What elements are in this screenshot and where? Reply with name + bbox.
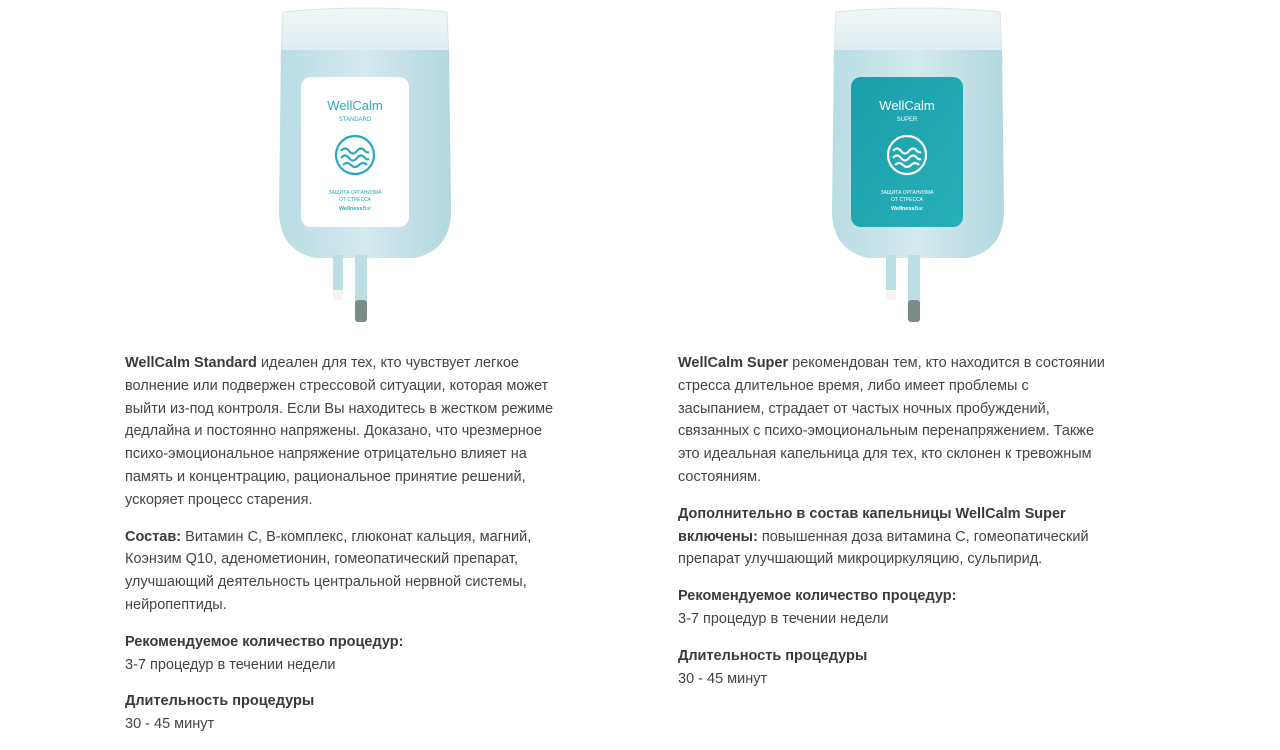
duration-value: 30 - 45 минут: [125, 716, 215, 733]
product-name: WellCalm Standard: [125, 355, 257, 371]
bag-variant-standard: STANDARD: [338, 117, 372, 123]
bag-maker-super: WellnessBar: [890, 206, 924, 212]
duration-block: [678, 645, 1118, 691]
bag-brand-standard: WellCalm: [327, 98, 383, 113]
iv-bag-standard-illustration: [265, 0, 465, 330]
extra-composition-paragraph: [678, 503, 1118, 571]
intro-paragraph: [678, 352, 1118, 489]
composition-label: Состав:: [125, 528, 182, 545]
procedures-label: Рекомендуемое количество процедур:: [678, 588, 957, 605]
procedures-value: 3-7 процедур в течении недели: [125, 656, 336, 673]
product-description-standard: [125, 352, 565, 750]
iv-bag-super-illustration: [818, 0, 1018, 330]
intro-text: рекомендован тем, кто находится в состоянии стресса длительное время, либо имеет проблемы с засыпанием, страдает от частых ночных пробуждений, связанных с психо-эмоциональным перенапряжением. Также это идеальная капельница для тех, кто склонен к тревожным состояниям.: [678, 355, 1105, 485]
duration-block: [125, 690, 565, 736]
bag-variant-super: SUPER: [896, 117, 918, 123]
duration-value: 30 - 45 минут: [678, 670, 768, 687]
intro-paragraph: [125, 352, 565, 512]
bag-brand-super: WellCalm: [879, 98, 935, 113]
bag-tagline-standard: ЗАЩИТА ОРГАНИЗМА: [328, 190, 382, 196]
duration-label: Длительность процедуры: [125, 693, 315, 710]
duration-label: Длительность процедуры: [678, 647, 868, 664]
extra-composition-text: повышенная доза витамина С, гомеопатический препарат улучшающий микроциркуляцию, сульпирид.: [678, 528, 1089, 568]
product-super: [678, 0, 1118, 687]
procedures-block: [678, 585, 1118, 631]
bag-tagline-super: ЗАЩИТА ОРГАНИЗМА: [880, 190, 934, 196]
iv-bag-standard-image: [265, 0, 465, 330]
procedures-label: Рекомендуемое количество процедур:: [125, 633, 404, 650]
iv-bag-super-image: [818, 0, 1018, 330]
bag-tagline-2-super: ОТ СТРЕССА: [891, 197, 923, 203]
procedures-value: 3-7 процедур в течении недели: [678, 610, 889, 627]
product-standard: [125, 0, 565, 733]
composition-text: Витамин С, В-комплекс, глюконат кальция, магний, Коэнзим Q10, аденометионин, гомеопатический препарат, улучшающий деятельность центральной нервной системы, нейропептиды.: [125, 528, 532, 613]
bag-tagline-2-standard: ОТ СТРЕССА: [339, 197, 371, 203]
composition-paragraph: [125, 526, 565, 617]
extra-composition-label: Дополнительно в состав капельницы WellCalm Super включены:: [678, 505, 1066, 545]
procedures-block: [125, 631, 565, 677]
product-description-super: [678, 352, 1118, 704]
bag-maker-standard: WellnessBar: [338, 206, 372, 212]
product-name: WellCalm Super: [678, 355, 789, 371]
intro-text: идеален для тех, кто чувствует легкое волнение или подвержен стрессовой ситуации, которая может выйти из-под контроля. Если Вы находитесь в жестком режиме дедлайна и постоянно напряжены. Доказано, что чрезмерное психо-эмоциональное напряжение отрицательно влияет на память и концентрацию, рациональное принятие решений, ускоряет процесс старения.: [125, 355, 554, 508]
